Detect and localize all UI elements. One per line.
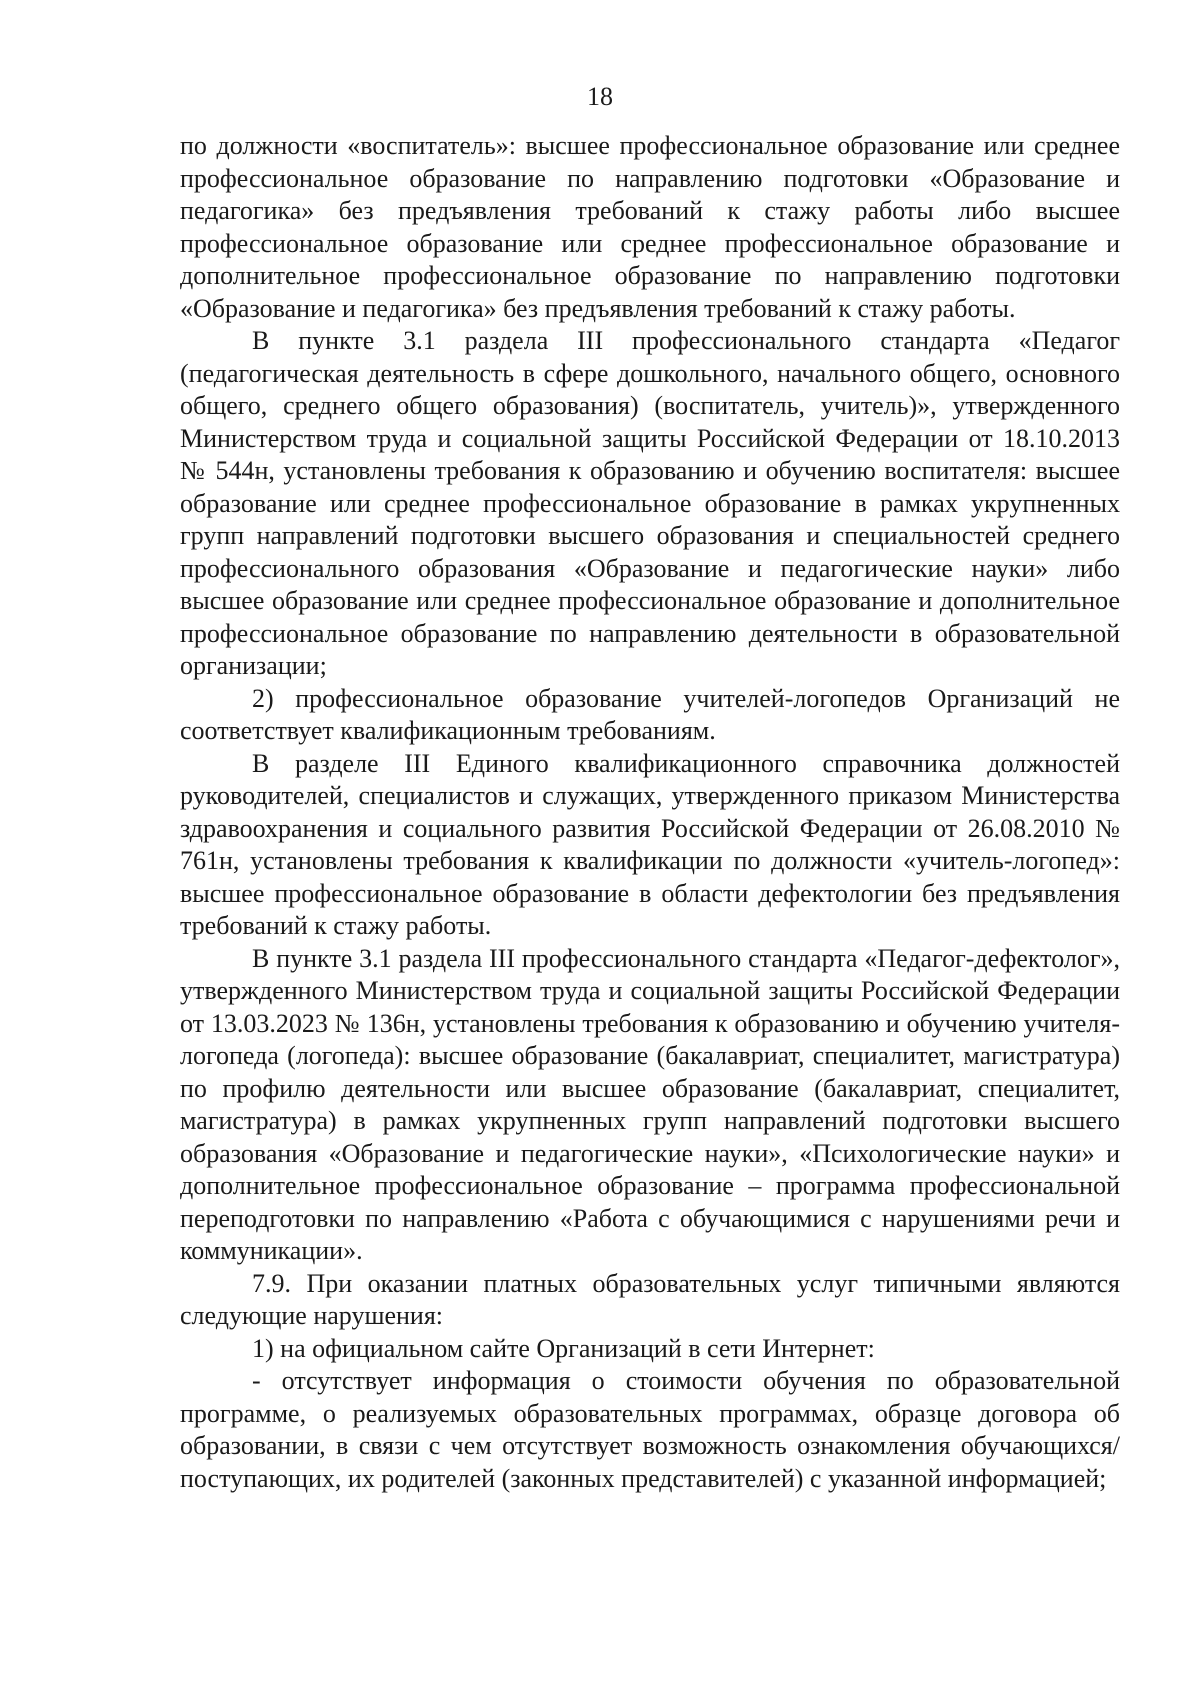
paragraph-3: 2) профессиональное образование учителей-логопедов Организаций не соответствует квалификационным требованиям. xyxy=(180,683,1120,745)
paragraph-2: В пункте 3.1 раздела III профессионального стандарта «Педагог (педагогическая деятельность в сфере дошкольного, начального общего, основного общего, среднего общего образования) (воспитатель, учитель)», утвержденного Министерством труда и социальной защиты Российской Федерации от 18.10.2013 № 544н, установлены требования к образованию и обучению воспитателя: высшее образование или среднее профессиональное образование в рамках укрупненных групп направлений подготовки высшего образования и специальностей среднего профессионального образования «Образование и педагогические науки» либо высшее образование или среднее профессиональное образование и дополнительное профессиональное образование по направлению деятельности в образовательной организации; xyxy=(180,326,1120,680)
paragraph-7: 1) на официальном сайте Организаций в сети Интернет: xyxy=(252,1333,875,1363)
paragraph-5: В пункте 3.1 раздела III профессионального стандарта «Педагог-дефектолог», утвержденного Министерством труда и социальной защиты Российской Федерации от 13.03.2023 № 136н, установлены требования к образованию и обучению учителя-логопеда (логопеда): высшее образование (бакалавриат, специалитет, магистратура) по профилю деятельности или высшее образование (бакалавриат, специалитет, магистратура) в рамках укрупненных групп направлений подготовки высшего образования «Образование и педагогические науки», «Психологические науки» и дополнительное профессиональное образование – программа профессиональной переподготовки по направлению «Работа с обучающимися с нарушениями речи и коммуникации». xyxy=(180,943,1120,1265)
paragraph-4: В разделе III Единого квалификационного справочника должностей руководителей, специалистов и служащих, утвержденного приказом Министерства здравоохранения и социального развития Российской Федерации от 26.08.2010 № 761н, установлены требования к квалификации по должности «учитель-логопед»: высшее профессиональное образование в области дефектологии без предъявления требований к стажу работы. xyxy=(180,748,1120,940)
paragraph-6: 7.9. При оказании платных образовательных услуг типичными являются следующие нарушения: xyxy=(180,1268,1120,1330)
paragraph-8: - отсутствует информация о стоимости обучения по образовательной программе, о реализуемых образовательных программах, образце договора об образовании, в связи с чем отсутствует возможность ознакомления обучающихся/поступающих, их родителей (законных представителей) с указанной информацией; xyxy=(180,1366,1120,1493)
page-number: 18 xyxy=(587,82,613,111)
paragraph-1: по должности «воспитатель»: высшее профессиональное образование или среднее профессиональное образование по направлению подготовки «Образование и педагогика» без предъявления требований к стажу работы либо высшее профессиональное образование или среднее профессиональное образование и дополнительное профессиональное образование по направлению подготовки «Образование и педагогика» без предъявления требований к стажу работы. xyxy=(180,131,1120,323)
document-body xyxy=(180,130,1120,1495)
